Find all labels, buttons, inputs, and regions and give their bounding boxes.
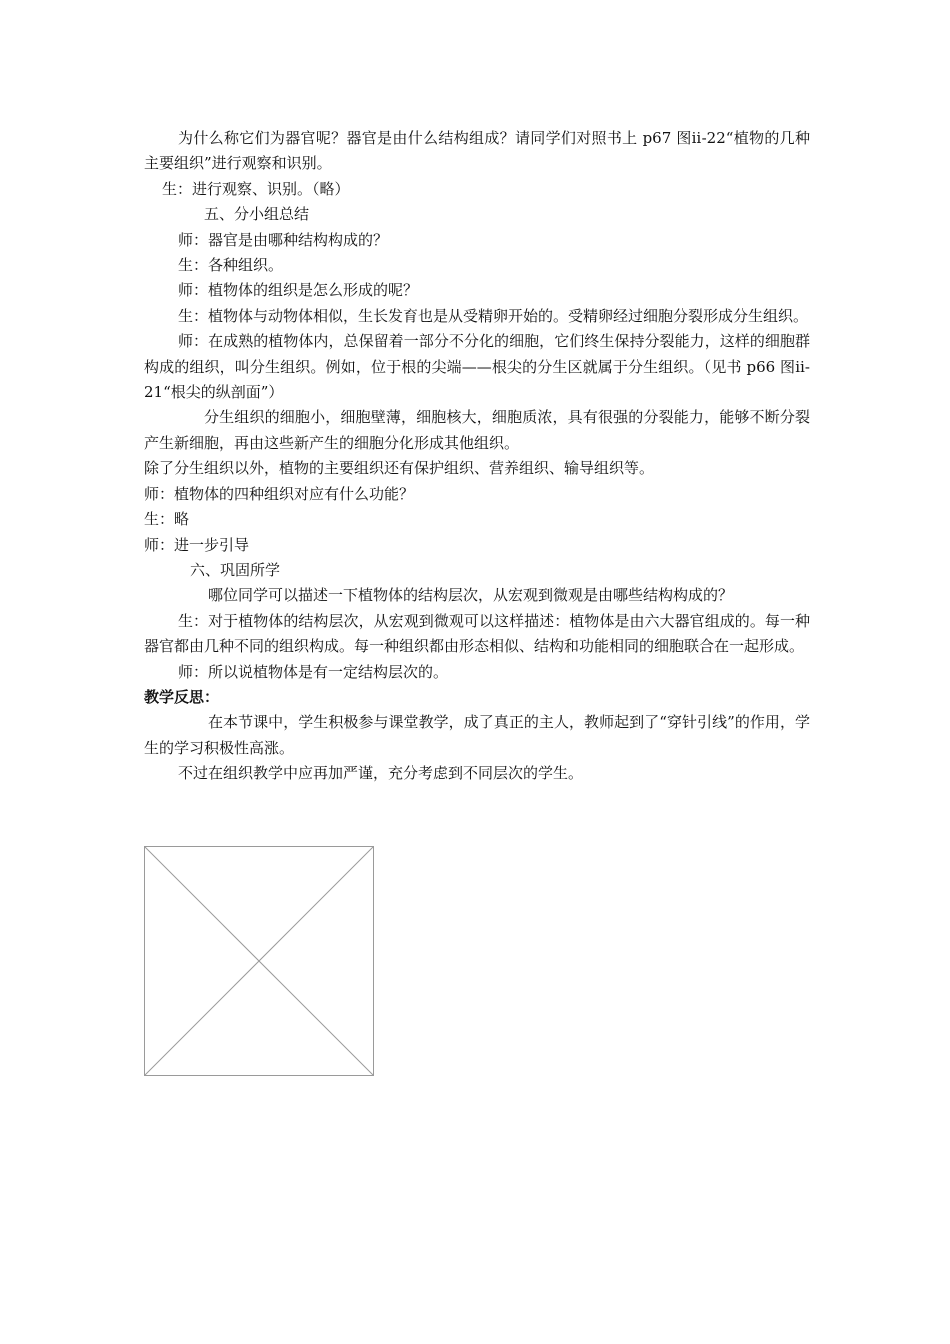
section-heading-consolidate: 六、巩固所学 — [190, 560, 281, 579]
paragraph-other-tissues: 除了分生组织以外，植物的主要组织还有保护组织、营养组织、输导组织等。 — [144, 459, 655, 478]
paragraph-teacher-four-tissues: 师：植物体的四种组织对应有什么功能？ — [144, 484, 415, 503]
paragraph-student-omit: 生：略 — [144, 510, 190, 529]
document-body — [144, 126, 810, 787]
heading-teaching-reflection: 教学反思： — [144, 687, 220, 706]
paragraph-student-observe: 生：进行观察、识别。（略） — [162, 179, 350, 198]
paragraph-teacher-conclusion: 师：所以说植物体是有一定结构层次的。 — [178, 662, 449, 681]
paragraph-student-zygote: 生：植物体与动物体相似，生长发育也是从受精卵开始的。受精卵经过细胞分裂形成分生组织。 — [178, 306, 809, 325]
paragraph-reflection-positive: 在本节课中，学生积极参与课堂教学，成了真正的主人，教师起到了“穿针引线”的作用，学生的学习积极性高涨。 — [144, 713, 810, 757]
image-placeholder-cross-icon — [144, 846, 374, 1076]
paragraph-teacher-tissue-formation: 师：植物体的组织是怎么形成的呢？ — [178, 281, 419, 300]
paragraph-teacher-guide: 师：进一步引导 — [144, 535, 250, 554]
paragraph-meristem-cells: 分生组织的细胞小，细胞壁薄，细胞核大，细胞质浓，具有很强的分裂能力，能够不断分裂产生新细胞，再由这些新产生的细胞分化形成其他组织。 — [144, 408, 810, 452]
image-placeholder — [144, 846, 374, 1076]
paragraph-question-organs: 为什么称它们为器官呢？器官是由什么结构组成？请同学们对照书上 p67 图ⅱ-22“植物的几种主要组织”进行观察和识别。 — [144, 129, 810, 173]
paragraph-student-levels: 生：对于植物体的结构层次，从宏观到微观可以这样描述：植物体是由六大器官组成的。每一种器官都由几种不同的组织构成。每一种组织都由形态相似、结构和功能相同的细胞联合在一起形成。 — [144, 611, 810, 656]
paragraph-teacher-organ-structure: 师：器官是由哪种结构构成的？ — [178, 230, 389, 249]
section-heading-group-summary: 五、分小组总结 — [204, 205, 310, 224]
paragraph-student-tissues: 生：各种组织。 — [178, 256, 284, 275]
paragraph-reflection-improve: 不过在组织教学中应再加严谨，充分考虑到不同层次的学生。 — [178, 764, 584, 783]
paragraph-teacher-meristem: 师：在成熟的植物体内，总保留着一部分不分化的细胞，它们终生保持分裂能力，这样的细胞群构成的组织，叫分生组织。例如，位于根的尖端——根尖的分生区就属于分生组织。（见书 p66 图ⅱ-21“根尖的纵剖面”） — [144, 332, 810, 402]
paragraph-describe-levels: 哪位同学可以描述一下植物体的结构层次，从宏观到微观是由哪些结构构成的？ — [208, 586, 734, 605]
